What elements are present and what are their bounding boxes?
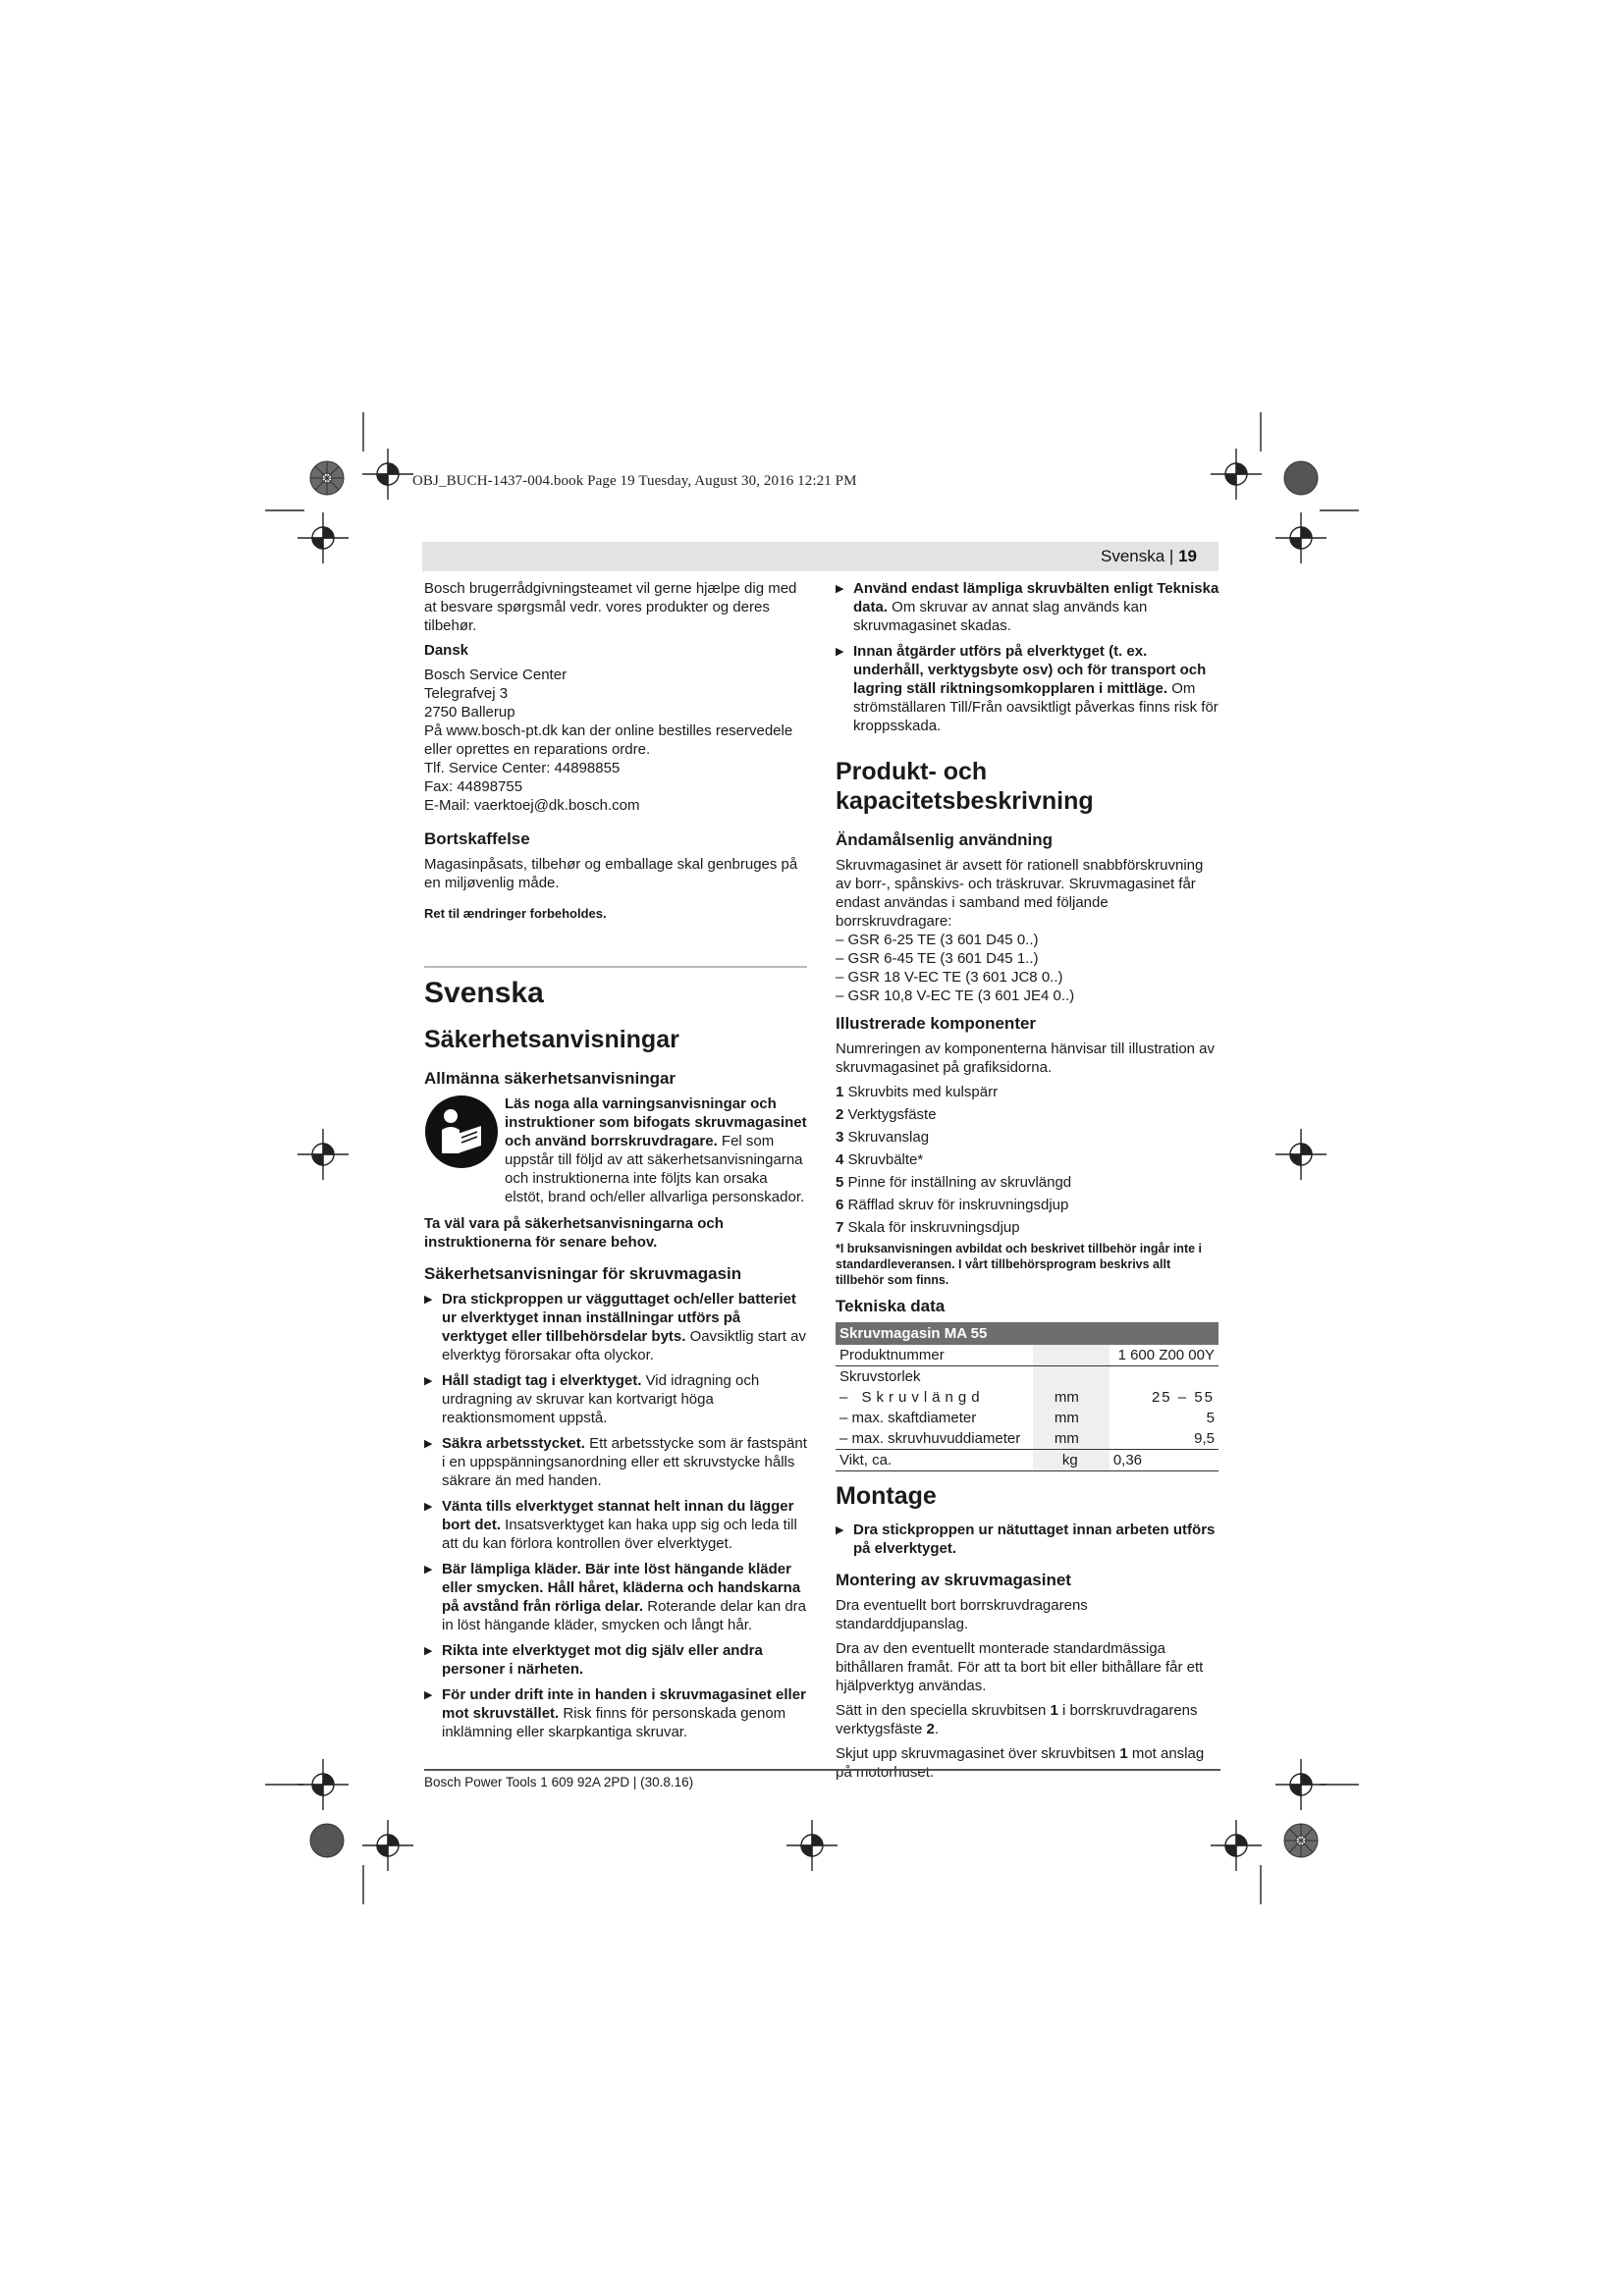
triangle-bullet-icon: ▶ bbox=[424, 1689, 433, 1701]
page-number: 19 bbox=[1178, 547, 1197, 565]
email-address: E-Mail: vaerktoej@dk.bosch.com bbox=[424, 797, 640, 814]
list-item: ▶ Dra stickproppen ur nätuttaget innan arbeten utförs på elverktyget. bbox=[836, 1522, 1216, 1557]
page-footer: Bosch Power Tools 1 609 92A 2PD | (30.8.16) bbox=[424, 1769, 1220, 1789]
language-title: Svenska bbox=[424, 966, 807, 1011]
list-item: 3 Skruvanslag bbox=[836, 1129, 930, 1146]
list-item: ▶ För under drift inte in handen i skruvmagasinet eller mot skruvstället. Risk finns för personskada genom inklämning eller skarpkantiga skruvar. bbox=[424, 1686, 806, 1740]
model-list bbox=[836, 931, 1220, 1005]
list-item: 7 Skala för inskruvningsdjup bbox=[836, 1219, 1020, 1236]
list-item: 2 Verktygsfäste bbox=[836, 1106, 937, 1123]
list-item: ▶ Bär lämpliga kläder. Bär inte löst hängande kläder eller smycken. Håll håret, kläderna och handskarna på avstånd från rörliga delar. Roterande delar kan dra in löst hängande kläder, smycken och långt hår. bbox=[424, 1561, 807, 1633]
mounting-step: Dra eventuellt bort borrskruvdragarens standarddjupanslag. bbox=[836, 1597, 1088, 1632]
mounting-step: Sätt in den speciella skruvbitsen 1 i borrskruvdragarens verktygsfäste 2. bbox=[836, 1702, 1198, 1737]
table-row: Produktnummer 1 600 Z00 00Y bbox=[836, 1345, 1218, 1366]
triangle-bullet-icon: ▶ bbox=[836, 1524, 844, 1536]
triangle-bullet-icon: ▶ bbox=[424, 1375, 433, 1387]
intended-use-heading: Ändamålsenlig användning bbox=[836, 830, 1054, 849]
mounting-heading: Montering av skruvmagasinet bbox=[836, 1571, 1071, 1589]
table-row: – max. skruvhuvuddiameter mm 9,5 bbox=[836, 1428, 1218, 1450]
table-row: – max. skaftdiameter mm 5 bbox=[839, 1410, 1215, 1426]
list-item: – GSR 10,8 V-EC TE (3 601 JE4 0..) bbox=[836, 988, 1075, 1004]
triangle-bullet-icon: ▶ bbox=[424, 1564, 433, 1575]
general-safety-heading: Allmänna säkerhetsanvisningar bbox=[424, 1069, 677, 1088]
accessory-note: *I bruksanvisningen avbildat och beskrivet tillbehör ingår inte i standardleveransen. I vårt tillbehörsprogram beskrivs allt tillbehör som finns. bbox=[836, 1242, 1203, 1287]
triangle-bullet-icon: ▶ bbox=[424, 1294, 433, 1306]
warning-text: Fel som uppstår till följd av att säkerhetsanvisningarna och instruktionerna inte följts kan orsaka elstöt, brand och/eller allvarliga personskador. bbox=[505, 1133, 805, 1205]
right-column bbox=[836, 579, 1220, 1788]
read-manual-icon bbox=[424, 1095, 505, 1206]
intro-text: Bosch brugerrådgivningsteamet vil gerne hjælpe dig med at besvare spørgsmål vedr. vores produkter og deres tilbehør. bbox=[424, 580, 797, 634]
triangle-bullet-icon: ▶ bbox=[424, 1501, 433, 1513]
warning-bold-text: Läs noga alla varningsanvisningar och instruktioner som bifogats skruvmagasinet och använd borrskruvdragare. bbox=[505, 1095, 807, 1149]
montage-title: Montage bbox=[836, 1482, 937, 1510]
safety-bullets bbox=[424, 1290, 807, 1741]
list-item: ▶ Använd endast lämpliga skruvbälten enligt Tekniska data. Om skruvar av annat slag används kan skruvmagasinet skadas. bbox=[836, 580, 1219, 634]
triangle-bullet-icon: ▶ bbox=[836, 646, 844, 658]
triangle-bullet-icon: ▶ bbox=[424, 1438, 433, 1450]
change-note: Ret til ændringer forbeholdes. bbox=[424, 906, 607, 921]
disposal-text: Magasinpåsats, tilbehør og emballage skal genbruges på en miljøvenlig måde. bbox=[424, 856, 798, 891]
table-title: Skruvmagasin MA 55 bbox=[836, 1322, 1218, 1345]
tech-data-heading: Tekniska data bbox=[836, 1297, 946, 1315]
magazine-safety-heading: Säkerhetsanvisningar för skruvmagasin bbox=[424, 1264, 742, 1283]
keep-instructions-note: Ta väl vara på säkerhetsanvisningarna och instruktionerna för senare behov. bbox=[424, 1215, 724, 1251]
table-row: Vikt, ca. kg 0,36 bbox=[836, 1450, 1218, 1471]
list-item: 1 Skruvbits med kulspärr bbox=[836, 1084, 999, 1100]
list-item: ▶ Vänta tills elverktyget stannat helt innan du lägger bort det. Insatsverktyget kan haka upp sig och leda till att du kan förlora kontrollen över elverktyget. bbox=[424, 1498, 797, 1552]
intended-use-text: Skruvmagasinet är avsett för rationell snabbförskruvning av borr-, spånskivs- och träskruvar. Skruvmagasinet får endast användas i samband med följande borrskruvdragare: bbox=[836, 857, 1204, 930]
warning-box bbox=[424, 1095, 807, 1206]
dansk-heading: Dansk bbox=[424, 642, 469, 659]
components-heading: Illustrerade komponenter bbox=[836, 1014, 1037, 1033]
mounting-step: Dra av den eventuellt monterade standardmässiga bithållaren framåt. För att ta bort bit eller bithållare får ett hjälpverktyg användas. bbox=[836, 1640, 1204, 1694]
list-item: ▶ Dra stickproppen ur vägguttaget och/eller batteriet ur elverktyget innan inställningar utförs på verktyget eller tillbehörsdelar byts. Oavsiktlig start av elverktyg förorsakar ofta olyckor. bbox=[424, 1291, 806, 1363]
list-item: 4 Skruvbälte* bbox=[836, 1151, 924, 1168]
header-language: Svenska bbox=[1101, 547, 1165, 565]
product-title: Produkt- och kapacitetsbeskrivning bbox=[836, 758, 1094, 815]
list-item: ▶ Innan åtgärder utförs på elverktyget (t. ex. underhåll, verktygsbyte osv) och för transport och lagring ställ riktningsomkopplaren i mittläge. Om strömställaren Till/Från oavsiktligt påverkas finns risk för kroppsskada. bbox=[836, 643, 1218, 734]
list-item: – GSR 6-45 TE (3 601 D45 1..) bbox=[836, 950, 1039, 967]
triangle-bullet-icon: ▶ bbox=[836, 583, 844, 595]
components-intro: Numreringen av komponenterna hänvisar till illustration av skruvmagasinet på grafiksidorna. bbox=[836, 1041, 1216, 1076]
disposal-heading: Bortskaffelse bbox=[424, 829, 530, 848]
list-item: – GSR 18 V-EC TE (3 601 JC8 0..) bbox=[836, 969, 1063, 986]
list-item: 6 Räfflad skruv för inskruvningsdjup bbox=[836, 1197, 1069, 1213]
list-item: ▶ Säkra arbetsstycket. Ett arbetsstycke som är fastspänt i en uppspänningsanordning eller ett skruvstycke hålls säkrare än med handen. bbox=[424, 1435, 807, 1489]
page-header: Svenska | 19 bbox=[422, 542, 1218, 571]
safety-title: Säkerhetsanvisningar bbox=[424, 1026, 679, 1053]
list-item: ▶ Rikta inte elverktyget mot dig själv eller andra personer i närheten. bbox=[424, 1642, 763, 1678]
triangle-bullet-icon: ▶ bbox=[424, 1645, 433, 1657]
list-item: 5 Pinne för inställning av skruvlängd bbox=[836, 1174, 1072, 1191]
print-slug: OBJ_BUCH-1437-004.book Page 19 Tuesday, August 30, 2016 12:21 PM bbox=[412, 473, 857, 489]
list-item: – GSR 6-25 TE (3 601 D45 0..) bbox=[836, 932, 1039, 948]
address-block: Bosch Service Center Telegrafvej 3 2750 Ballerup På www.bosch-pt.dk kan der online bestilles reservedele eller oprettes en reparations ordre. Tlf. Service Center: 44898855 Fax: 44898755 E-Mail: vaerktoej@dk.bosch.com bbox=[424, 666, 807, 815]
list-item: ▶ Håll stadigt tag i elverktyget. Vid idragning och urdragning av skruvar kan kortvarigt höga reaktionsmoment uppstå. bbox=[424, 1372, 760, 1426]
left-column bbox=[424, 579, 807, 1748]
table-row: – Skruvlängd mm 25 – 55 bbox=[839, 1389, 1215, 1406]
tech-data-table bbox=[836, 1322, 1218, 1471]
component-list bbox=[836, 1083, 1220, 1237]
table-row: Skruvstorlek bbox=[836, 1366, 1218, 1388]
mounting-step: Skjut upp skruvmagasinet över skruvbitsen 1 mot anslag på motorhuset. bbox=[836, 1745, 1205, 1781]
